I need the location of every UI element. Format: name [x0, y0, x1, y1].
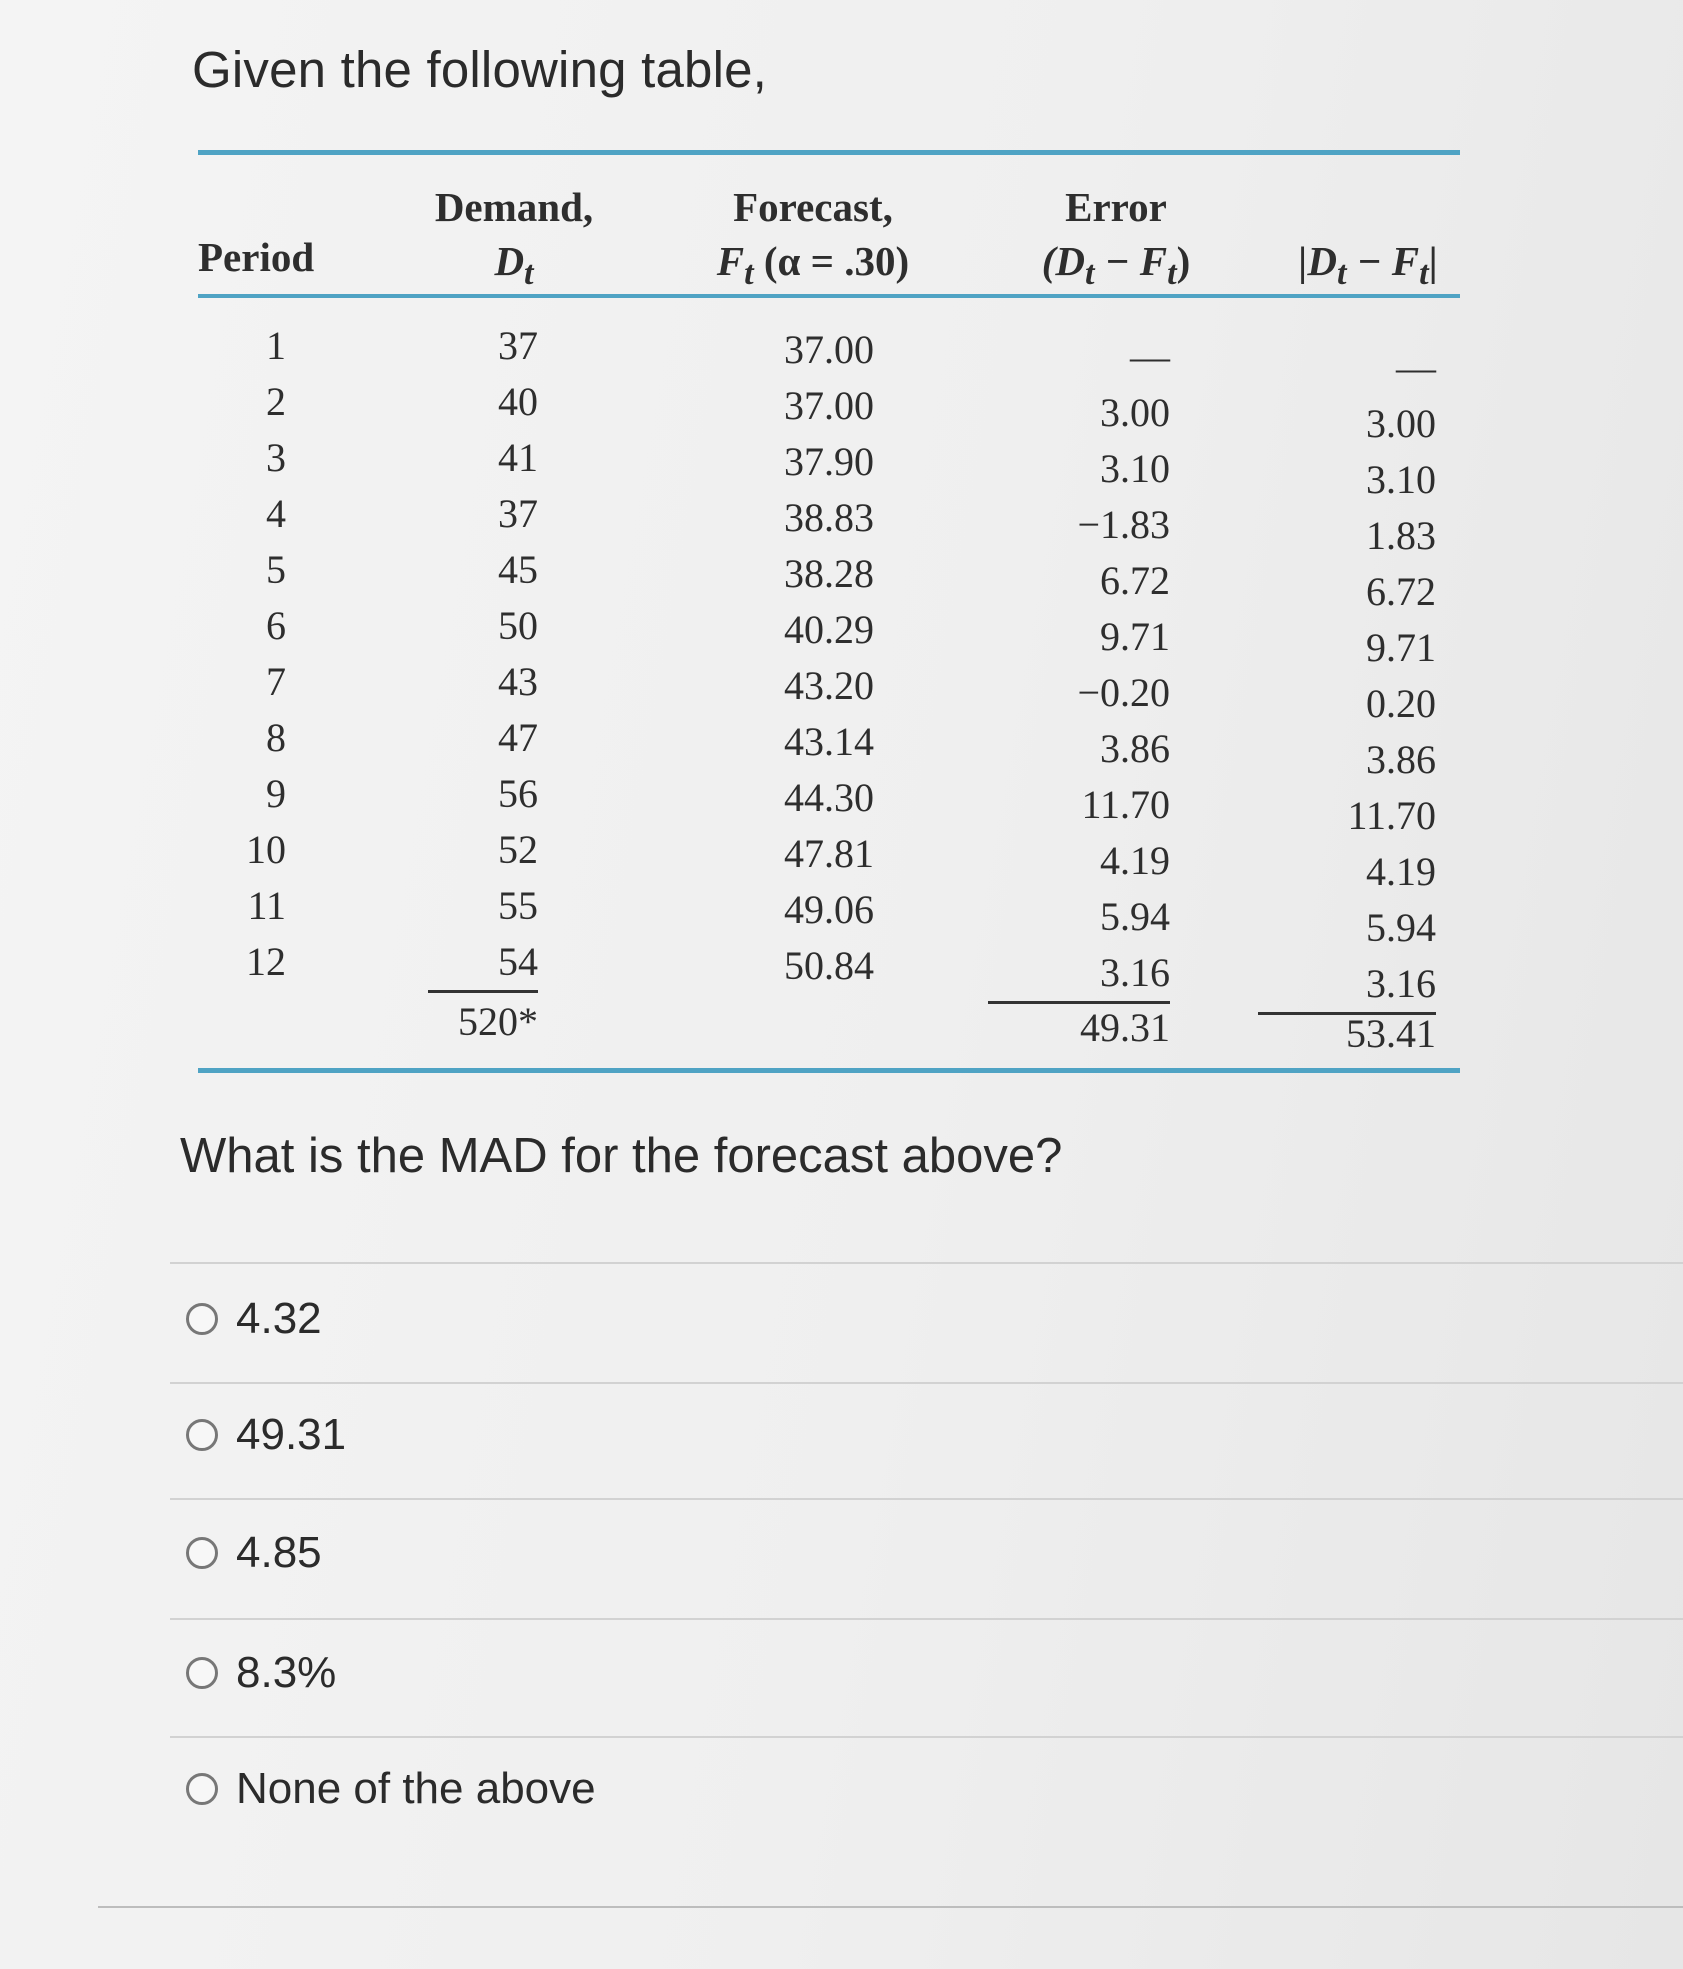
radio-icon[interactable] — [186, 1773, 218, 1805]
cell-error: — — [1130, 334, 1170, 379]
cell-demand: 45 — [498, 547, 538, 592]
cell-period: 4 — [266, 491, 286, 536]
cell-forecast: 40.29 — [784, 607, 874, 652]
table-top-rule — [198, 150, 1460, 155]
cell-forecast: 37.90 — [784, 439, 874, 484]
cell-forecast: 49.06 — [784, 887, 874, 932]
cell-demand: 37 — [498, 491, 538, 536]
cell-error: 6.72 — [1100, 558, 1170, 603]
option-divider — [170, 1498, 1683, 1500]
cell-abs: 3.10 — [1366, 457, 1436, 502]
cell-abs: — — [1396, 345, 1436, 390]
cell-forecast: 38.28 — [784, 551, 874, 596]
cell-demand: 37 — [498, 323, 538, 368]
total-demand: 520* — [458, 999, 538, 1044]
cell-abs: 6.72 — [1366, 569, 1436, 614]
option-label: 4.32 — [236, 1294, 322, 1343]
cell-forecast: 38.83 — [784, 495, 874, 540]
option-divider — [170, 1382, 1683, 1384]
cell-period: 6 — [266, 603, 286, 648]
cell-period: 11 — [247, 883, 286, 928]
cell-abs: 1.83 — [1366, 513, 1436, 558]
option-49-31[interactable] — [186, 1410, 346, 1460]
option-label: None of the above — [236, 1764, 596, 1813]
cell-period: 5 — [266, 547, 286, 592]
cell-demand: 50 — [498, 603, 538, 648]
option-label: 4.85 — [236, 1528, 322, 1577]
cell-forecast: 37.00 — [784, 327, 874, 372]
cell-abs: 3.86 — [1366, 737, 1436, 782]
cell-period: 10 — [246, 827, 286, 872]
cell-error: 9.71 — [1100, 614, 1170, 659]
header-absolute-error: $|D_t - F_t|$ — [1298, 238, 1438, 293]
bottom-frame-line — [98, 1906, 1683, 1908]
cell-demand: 52 — [498, 827, 538, 872]
cell-period: 2 — [266, 379, 286, 424]
cell-error: 3.10 — [1100, 446, 1170, 491]
option-8-3-percent[interactable] — [186, 1648, 336, 1698]
cell-error: 3.16 — [988, 945, 1170, 1004]
cell-period: 1 — [266, 323, 286, 368]
cell-error: −1.83 — [1077, 502, 1170, 547]
cell-demand: 56 — [498, 771, 538, 816]
cell-forecast: 50.84 — [784, 943, 874, 988]
cell-period: 8 — [266, 715, 286, 760]
option-4-85[interactable] — [186, 1528, 322, 1578]
cell-abs: 4.19 — [1366, 849, 1436, 894]
cell-demand: 47 — [498, 715, 538, 760]
cell-period: 9 — [266, 771, 286, 816]
option-divider — [170, 1618, 1683, 1620]
option-divider — [170, 1262, 1683, 1264]
cell-error: 4.19 — [1100, 838, 1170, 883]
radio-icon[interactable] — [186, 1303, 218, 1335]
option-label: 49.31 — [236, 1410, 347, 1459]
cell-forecast: 37.00 — [784, 383, 874, 428]
header-demand: Demand, $D_t$ — [434, 184, 594, 293]
option-divider — [170, 1736, 1683, 1738]
cell-forecast: 47.81 — [784, 831, 874, 876]
option-4-32[interactable] — [186, 1294, 322, 1344]
cell-error: 5.94 — [1100, 894, 1170, 939]
cell-abs: 3.16 — [1258, 956, 1436, 1015]
cell-error: −0.20 — [1077, 670, 1170, 715]
header-period: Period — [198, 234, 315, 280]
total-absolute-error: 53.41 — [1346, 1011, 1436, 1056]
cell-forecast: 43.20 — [784, 663, 874, 708]
total-error: 49.31 — [1080, 1005, 1170, 1050]
radio-icon[interactable] — [186, 1657, 218, 1689]
cell-abs: 11.70 — [1347, 793, 1436, 838]
cell-demand: 40 — [498, 379, 538, 424]
cell-abs: 5.94 — [1366, 905, 1436, 950]
cell-abs: 3.00 — [1366, 401, 1436, 446]
header-error: Error $(D_t - F_t)$ — [1041, 184, 1191, 293]
question-text: What is the MAD for the forecast above? — [180, 1129, 1063, 1183]
cell-demand: 55 — [498, 883, 538, 928]
cell-demand: 41 — [498, 435, 538, 480]
radio-icon[interactable] — [186, 1537, 218, 1569]
cell-demand: 54 — [428, 934, 538, 993]
cell-period: 7 — [266, 659, 286, 704]
intro-text: Given the following table, — [192, 41, 768, 98]
option-none-of-the-above[interactable] — [186, 1764, 596, 1814]
cell-forecast: 43.14 — [784, 719, 874, 764]
cell-error: 3.86 — [1100, 726, 1170, 771]
radio-icon[interactable] — [186, 1419, 218, 1451]
cell-abs: 9.71 — [1366, 625, 1436, 670]
option-label: 8.3% — [236, 1648, 337, 1697]
cell-period: 12 — [246, 939, 286, 984]
table-header-rule — [198, 294, 1460, 298]
cell-error: 11.70 — [1081, 782, 1170, 827]
table-bottom-rule — [198, 1068, 1460, 1073]
header-forecast: Forecast, $F_t$ (α = .30) — [716, 184, 910, 293]
cell-period: 3 — [266, 435, 286, 480]
cell-forecast: 44.30 — [784, 775, 874, 820]
cell-error: 3.00 — [1100, 390, 1170, 435]
cell-demand: 43 — [498, 659, 538, 704]
cell-abs: 0.20 — [1366, 681, 1436, 726]
